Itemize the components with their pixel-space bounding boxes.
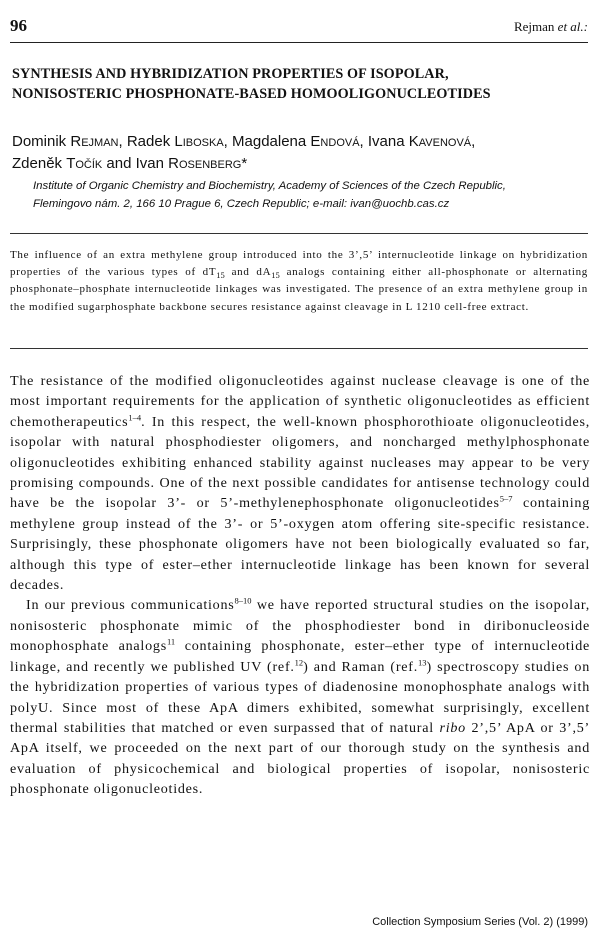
title-line-1: SYNTHESIS AND HYBRIDIZATION PROPERTIES OF ISOPOLAR, <box>12 66 449 82</box>
author-1-first: Dominik <box>12 133 71 150</box>
running-head <box>514 19 588 35</box>
paper-title <box>12 64 592 104</box>
body-text <box>10 371 590 800</box>
running-head-suffix: et al.: <box>554 19 588 34</box>
abstract-text-3: analogs containing either all-phosphonate or alternating phosphonate–phosphate internucleotide linkages was investigated. The presence of an extra methylene group in the modified sugarphosphate backbone secures resistance against cleavage in L 1210 cell-free extract. <box>10 266 588 313</box>
abstract-bottom-rule <box>10 348 588 349</box>
author-2-first: Radek <box>126 133 175 150</box>
author-4-last: Kavenová <box>408 133 472 150</box>
citation-13: 13 <box>417 657 427 667</box>
abstract-subscript-2: 15 <box>271 270 280 281</box>
p1-text-a: The resistance of the modified oligonucleotides against nuclease cleavage is one of the most important requirements for the application of synthetic oligonucleotides as efficient chemotherapeutics <box>10 373 590 430</box>
author-2-last: Liboska <box>174 133 224 150</box>
author-5-last: Točík <box>66 155 103 172</box>
corresponding-author-mark: * <box>241 155 248 172</box>
abstract-text-1: The influence of an extra methylene group introduced into the 3’,5’ internucleotide linkage on hybridization properties of the various types of dT <box>10 249 588 279</box>
affiliation <box>33 177 593 213</box>
abstract-subscript-1: 15 <box>216 270 225 281</box>
page-footer: Collection Symposium Series (Vol. 2) (1999) <box>372 916 588 928</box>
author-4-first: Ivana <box>367 133 409 150</box>
p2-text-a: In our previous communications <box>26 597 235 614</box>
author-3-last: Endová <box>310 133 360 150</box>
abstract-text-2: and dA <box>224 266 272 279</box>
citation-5-7: 5–7 <box>499 493 513 504</box>
author-3-first: Magdalena <box>232 133 311 150</box>
author-5-first: Zdeněk <box>12 155 67 172</box>
author-6-last: Rosenberg <box>168 155 242 172</box>
citation-8-10: 8–10 <box>234 595 252 606</box>
author-1-last: Rejman <box>70 133 119 150</box>
paragraph-2 <box>10 595 590 799</box>
p2-text-f: 2’,5’ ApA or 3’,5’ ApA itself, we proceeded on the next part of our thorough study on the synthesis and evaluation of physicochemical and biological properties of isopolar, nonisosteric phosphonate oligonucleotides. <box>10 719 590 798</box>
page-header <box>10 16 588 40</box>
citation-1-4: 1–4 <box>128 412 142 423</box>
p2-italic-ribo: ribo <box>439 719 466 736</box>
p2-text-d: ) and Raman (ref. <box>303 658 418 675</box>
p2-text-e: ) spectroscopy studies on the hybridization properties of various types of diadenosine monophosphate analogs with polyU. Since most of these ApA dimers exhibited, somewhat surprisingly, excellent thermal stabilities that matched or even surpassed that of natural <box>10 658 590 736</box>
p2-text-c: containing phosphonate, ester–ether type of internucleotide linkage, and recently we published UV (ref. <box>10 638 591 675</box>
running-head-author: Rejman <box>513 19 555 34</box>
paragraph-1 <box>10 371 590 595</box>
title-line-2: NONISOSTERIC PHOSPHONATE-BASED HOMOOLIGONUCLEOTIDES <box>12 86 491 102</box>
abstract <box>10 247 588 316</box>
header-rule <box>10 42 588 43</box>
page-number: 96 <box>10 16 27 35</box>
citation-11: 11 <box>166 636 176 647</box>
author-list: Dominik Rejman, Radek Liboska, Magdalena Endová, Ivana Kavenová, Zdeněk Točík and Ivan Rosenberg* <box>12 133 476 172</box>
p1-text-b: . In this respect, the well-known phosphorothioate oligonucleotides, isopolar with natural phosphodiester oligomers, and noncharged methylphosphonate oligonucleotides exhibiting enhanced stability against nucleases may appear to be very promising compounds. One of the next possible candidates for antisense technology could have be the isopolar 3’- or 5’-methylenephosphonate oligonucleotides <box>10 413 590 512</box>
affiliation-line-1: Institute of Organic Chemistry and Biochemistry, Academy of Sciences of the Czech Republic, <box>33 180 506 192</box>
affiliation-line-2: Flemingovo nám. 2, 166 10 Prague 6, Czech Republic; e-mail: ivan@uochb.cas.cz <box>33 198 450 210</box>
abstract-top-rule <box>10 233 588 234</box>
author-and: and <box>102 155 136 172</box>
p1-text-c: containing methylene group instead of the 3’- or 5’-oxygen atom offering site-specific resistance. Surprisingly, these phosphonate oligomers have not been biologically evaluated so far, although this type of ester–ether internucleotide linkage has been known for several decades. <box>10 495 590 594</box>
author-6-first: Ivan <box>135 155 169 172</box>
p2-text-b: we have reported structural studies on the isopolar, nonisosteric phosphonate mimic of the phosphodiester bond in diribonucleoside monophosphate analogs <box>10 597 591 655</box>
citation-12: 12 <box>294 657 304 667</box>
